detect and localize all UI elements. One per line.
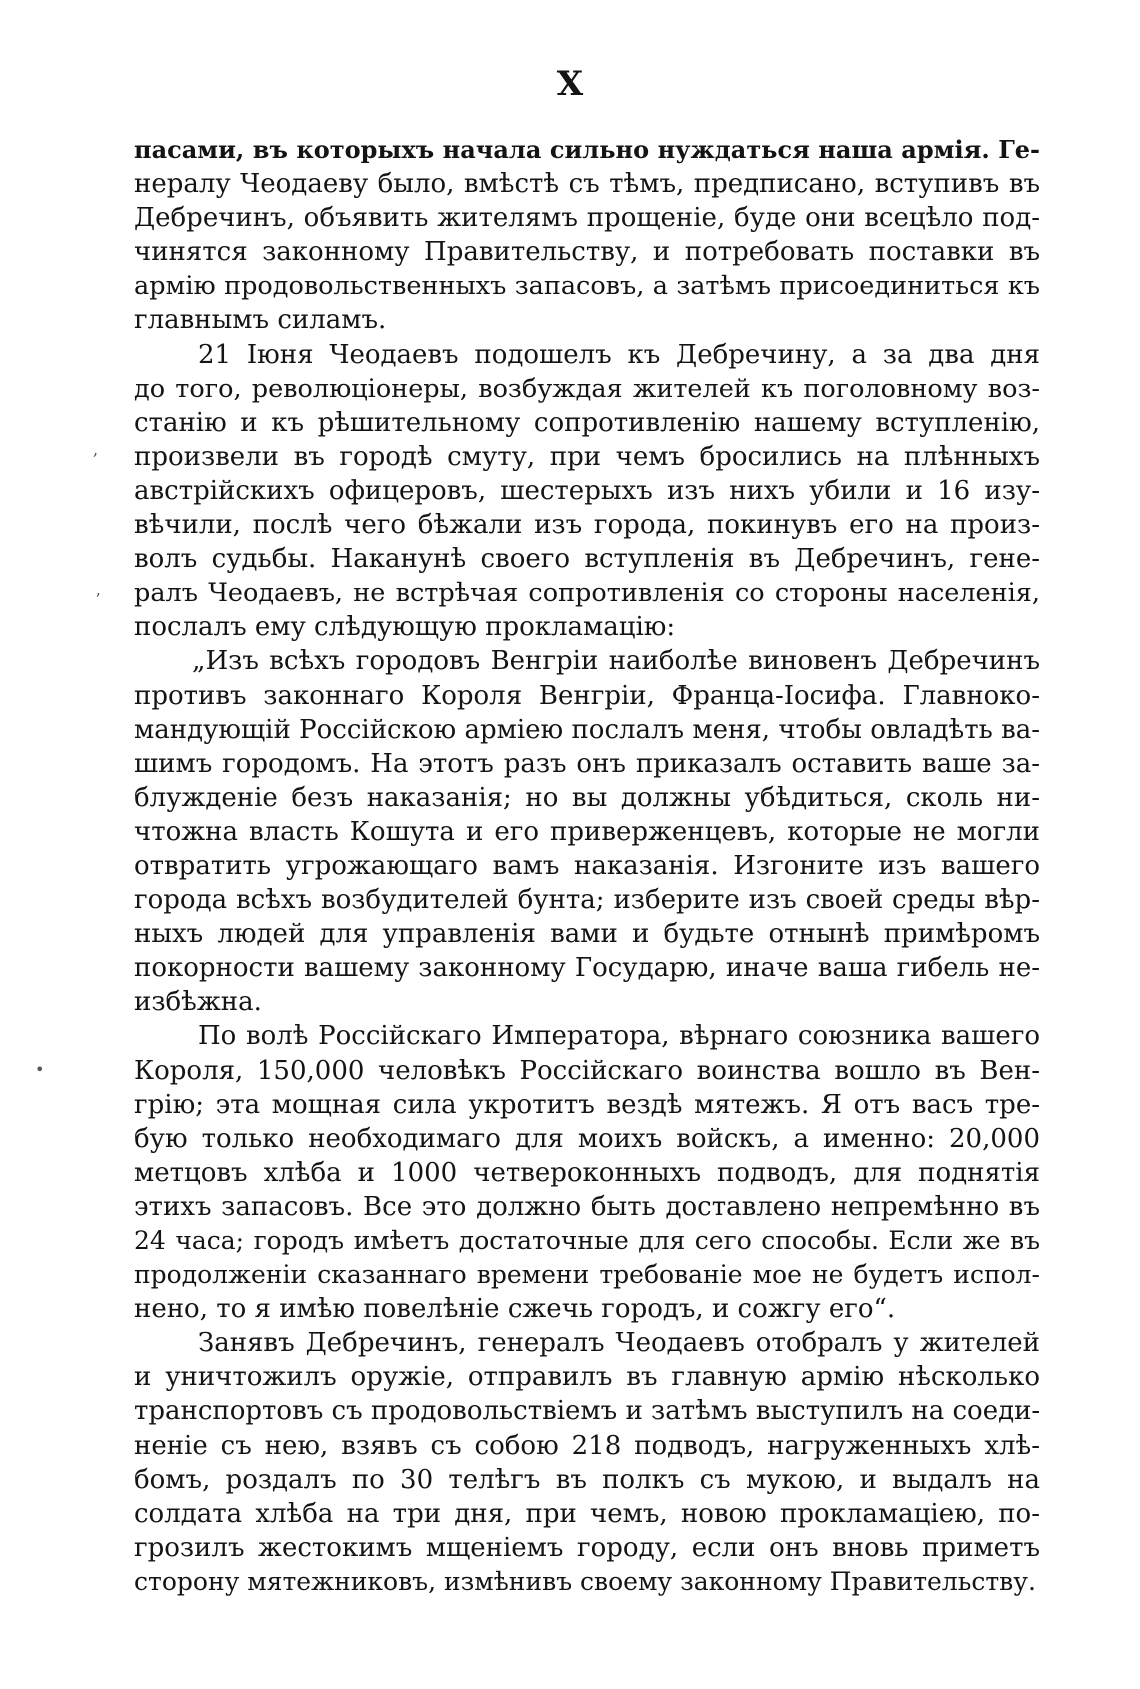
paragraph-2	[134, 338, 1040, 645]
text-line: бую только необходимаго для моихъ войскъ, а именно: 20,000	[134, 1123, 1040, 1154]
text-line: избѣжна.	[134, 987, 262, 1018]
text-line: 24 часа; городъ имѣетъ достаточные для сего способы. Если же въ	[134, 1226, 1040, 1255]
text-line: По волѣ Россійскаго Императора, вѣрнаго союзника вашего	[198, 1021, 1040, 1052]
body-text	[134, 133, 1040, 1599]
text-line: покорности вашему законному Государю, иначе ваша гибель не-	[134, 953, 1040, 984]
paragraph-4	[134, 1019, 1040, 1326]
text-line: нералу Чеодаеву было, вмѣстѣ съ тѣмъ, предписано, вступивъ въ	[134, 169, 1040, 200]
page-number: X	[556, 64, 584, 104]
text-line: ралъ Чеодаевъ, не встрѣчая сопротивленія со стороны населенія,	[134, 578, 1040, 609]
text-line: до того, революціонеры, возбуждая жителей къ поголовному воз-	[134, 373, 1040, 404]
text-line: грію; эта мощная сила укротитъ вездѣ мятежъ. Я отъ васъ тре-	[134, 1089, 1040, 1120]
text-line: произвели въ городѣ смуту, при чемъ бросились на плѣнныхъ	[134, 441, 1040, 472]
text-line: 21 Іюня Чеодаевъ подошелъ къ Дебречину, а за два дня	[198, 339, 1040, 370]
text-line: транспортовъ съ продовольствіемъ и затѣмъ выступилъ на соеди-	[134, 1396, 1040, 1427]
text-line: бомъ, роздалъ по 30 телѣгъ въ полкъ съ мукою, и выдалъ на	[134, 1464, 1040, 1495]
text-line: солдата хлѣба на три дня, при чемъ, новою прокламаціею, по-	[134, 1498, 1040, 1529]
text-line: этихъ запасовъ. Все это должно быть доставлено непремѣнно въ	[134, 1191, 1040, 1222]
print-speck: ,	[93, 440, 99, 459]
text-line: продолженіи сказаннаго времени требованіе мое не будетъ испол-	[134, 1260, 1040, 1290]
text-line: отвратить угрожающаго вамъ наказанія. Изгоните изъ вашего	[134, 850, 1040, 881]
text-line: сторону мятежниковъ, измѣнивъ своему законному Правительству.	[134, 1566, 1036, 1596]
text-line: города всѣхъ возбудителей бунта; изберите изъ своей среды вѣр-	[134, 885, 1040, 916]
text-line: станію и къ рѣшительному сопротивленію нашему вступленію,	[134, 407, 1040, 438]
text-line: метцовъ хлѣба и 1000 четвероконныхъ подводъ, для поднятія	[134, 1157, 1040, 1188]
paragraph-3	[134, 644, 1040, 1019]
text-line: волъ судьбы. Наканунѣ своего вступленія въ Дебречинъ, гене-	[134, 544, 1040, 575]
text-line: вѣчили, послѣ чего бѣжали изъ города, покинувъ его на произ-	[134, 510, 1040, 541]
text-line: и уничтожилъ оружіе, отправилъ въ главную армію нѣсколько	[134, 1362, 1040, 1393]
paragraph-1	[134, 133, 1040, 338]
text-line: послалъ ему слѣдующую прокламацію:	[134, 612, 676, 643]
print-speck: ʼ	[95, 590, 101, 609]
text-line: мандующій Россійскою арміею послалъ меня, чтобы овладѣть ва-	[134, 714, 1040, 745]
text-line: ныхъ людей для управленія вами и будьте отнынѣ примѣромъ	[134, 919, 1040, 950]
text-line: армію продовольственныхъ запасовъ, а затѣмъ присоединиться къ	[134, 271, 1040, 302]
text-line: блужденіе безъ наказанія; но вы должны убѣдиться, сколь ни-	[134, 782, 1040, 813]
text-line: австрійскихъ офицеровъ, шестерыхъ изъ нихъ убили и 16 изу-	[134, 475, 1040, 506]
paragraph-5	[134, 1326, 1040, 1599]
text-line: нено, то я имѣю повелѣніе сжечь городъ, и сожгу его“.	[134, 1294, 896, 1325]
text-line: Дебречинъ, объявить жителямъ прощеніе, буде они всецѣло под-	[134, 203, 1040, 234]
text-line: Короля, 150,000 человѣкъ Россійскаго воинства вошло въ Вен-	[134, 1055, 1040, 1086]
text-line: неніе съ нею, взявъ съ собою 218 подводъ, нагруженныхъ хлѣ-	[134, 1430, 1040, 1461]
text-line: пасами, въ которыхъ начала сильно нуждаться наша армія. Ге-	[134, 135, 1040, 164]
text-line: главнымъ силамъ.	[134, 305, 387, 336]
text-line: противъ законнаго Короля Венгріи, Франца-Іосифа. Главноко-	[134, 680, 1040, 711]
text-line: шимъ городомъ. На этотъ разъ онъ приказалъ оставить ваше за-	[134, 748, 1040, 779]
text-line: чинятся законному Правительству, и потребовать поставки въ	[134, 237, 1040, 268]
text-line: грозилъ жестокимъ мщеніемъ городу, если онъ вновь приметъ	[134, 1532, 1040, 1563]
text-line: чтожна власть Кошута и его приверженцевъ, которые не могли	[134, 816, 1040, 847]
print-speck: •	[35, 1060, 45, 1079]
text-line: „Изъ всѣхъ городовъ Венгріи наиболѣе виновенъ Дебречинъ	[192, 646, 1040, 677]
text-line: Занявъ Дебречинъ, генералъ Чеодаевъ отобралъ у жителей	[198, 1328, 1040, 1359]
